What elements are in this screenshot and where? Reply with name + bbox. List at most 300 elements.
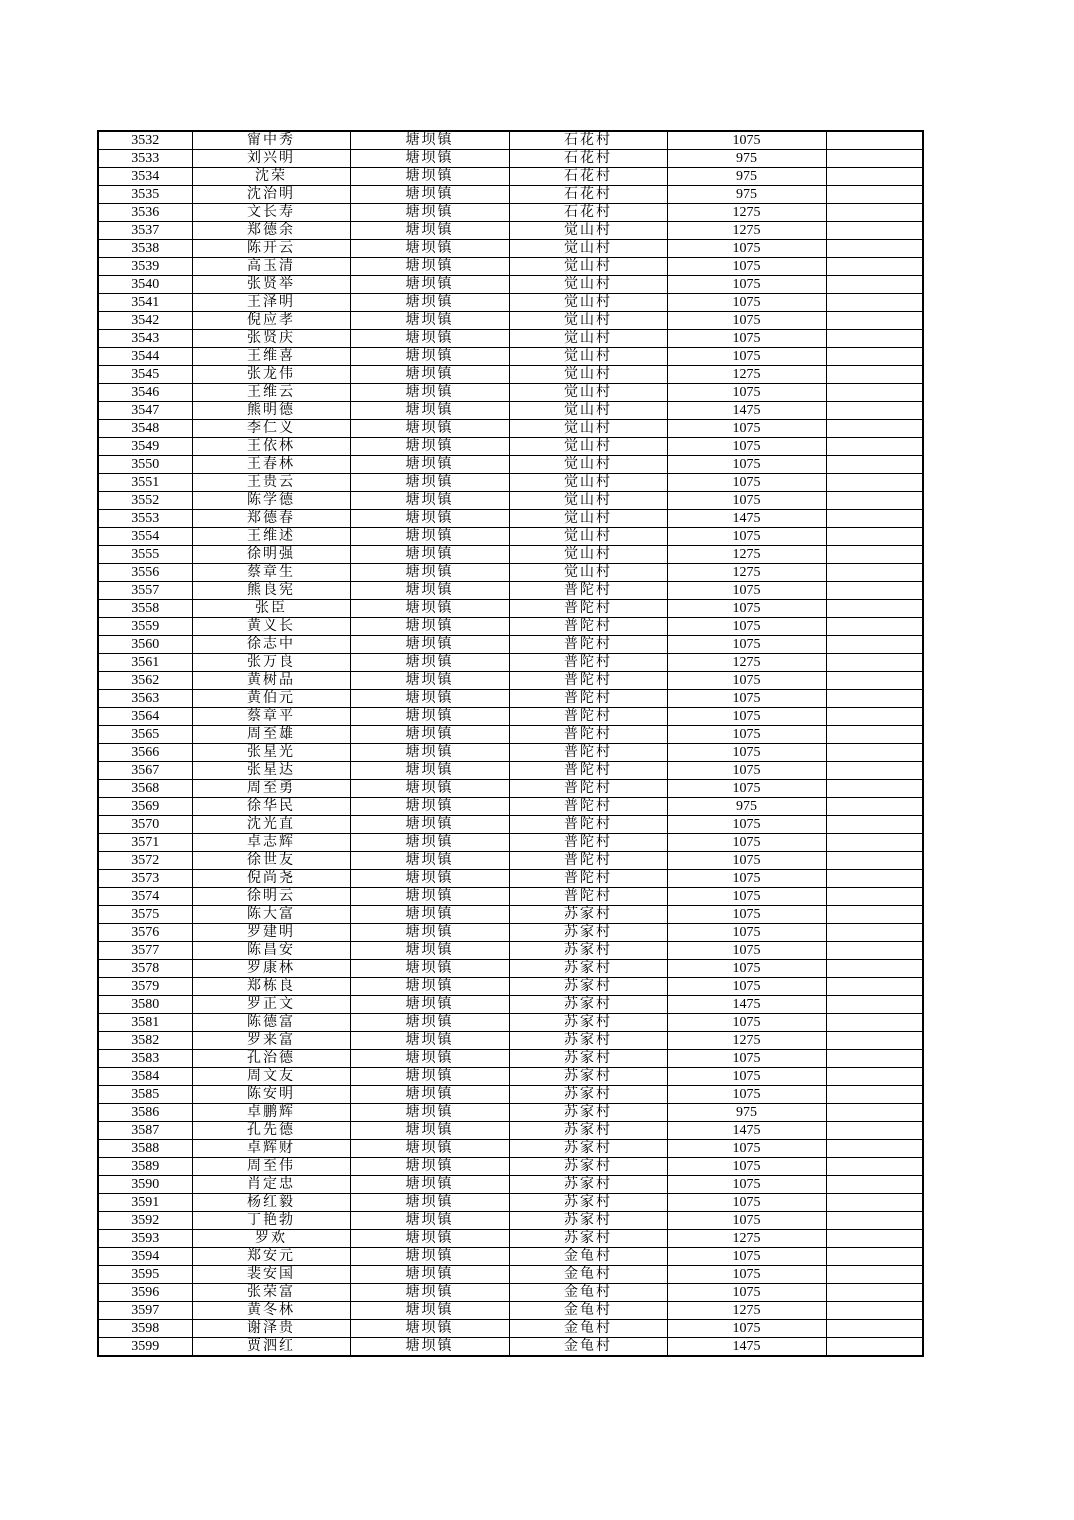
- row-number-cell: 3593: [98, 1230, 192, 1248]
- amount-cell: 975: [667, 186, 826, 204]
- row-number-cell: 3537: [98, 222, 192, 240]
- village-cell: 觉山村: [509, 402, 667, 420]
- town-cell: 塘坝镇: [350, 564, 509, 582]
- remark-cell: [826, 186, 923, 204]
- amount-cell: 1075: [667, 906, 826, 924]
- remark-cell: [826, 276, 923, 294]
- town-cell: 塘坝镇: [350, 348, 509, 366]
- table-row: [98, 654, 923, 672]
- name-cell: 蔡章平: [192, 708, 350, 726]
- row-number-cell: 3564: [98, 708, 192, 726]
- row-number-cell: 3594: [98, 1248, 192, 1266]
- table-row: [98, 492, 923, 510]
- remark-cell: [826, 690, 923, 708]
- town-cell: 塘坝镇: [350, 1266, 509, 1284]
- table-row: [98, 1140, 923, 1158]
- name-cell: 张星达: [192, 762, 350, 780]
- town-cell: 塘坝镇: [350, 438, 509, 456]
- amount-cell: 1475: [667, 1122, 826, 1140]
- row-number-cell: 3548: [98, 420, 192, 438]
- name-cell: 周至雄: [192, 726, 350, 744]
- remark-cell: [826, 1284, 923, 1302]
- remark-cell: [826, 996, 923, 1014]
- table-row: [98, 420, 923, 438]
- amount-cell: 1075: [667, 438, 826, 456]
- remark-cell: [826, 150, 923, 168]
- remark-cell: [826, 1050, 923, 1068]
- amount-cell: 1075: [667, 942, 826, 960]
- name-cell: 孔先德: [192, 1122, 350, 1140]
- village-cell: 觉山村: [509, 384, 667, 402]
- village-cell: 石花村: [509, 204, 667, 222]
- remark-cell: [826, 168, 923, 186]
- amount-cell: 1075: [667, 276, 826, 294]
- town-cell: 塘坝镇: [350, 366, 509, 384]
- village-cell: 金龟村: [509, 1338, 667, 1357]
- amount-cell: 1075: [667, 1284, 826, 1302]
- name-cell: 谢泽贵: [192, 1320, 350, 1338]
- table-row: [98, 1194, 923, 1212]
- row-number-cell: 3561: [98, 654, 192, 672]
- table-row: [98, 672, 923, 690]
- remark-cell: [826, 294, 923, 312]
- remark-cell: [826, 816, 923, 834]
- amount-cell: 1075: [667, 888, 826, 906]
- town-cell: 塘坝镇: [350, 816, 509, 834]
- amount-cell: 1475: [667, 996, 826, 1014]
- amount-cell: 1275: [667, 654, 826, 672]
- name-cell: 沈治明: [192, 186, 350, 204]
- amount-cell: 1075: [667, 1158, 826, 1176]
- village-cell: 石花村: [509, 131, 667, 150]
- town-cell: 塘坝镇: [350, 1284, 509, 1302]
- village-cell: 苏家村: [509, 996, 667, 1014]
- amount-cell: 1075: [667, 762, 826, 780]
- remark-cell: [826, 1032, 923, 1050]
- amount-cell: 1075: [667, 726, 826, 744]
- name-cell: 郑德春: [192, 510, 350, 528]
- village-cell: 觉山村: [509, 330, 667, 348]
- village-cell: 觉山村: [509, 258, 667, 276]
- table-row: [98, 258, 923, 276]
- remark-cell: [826, 672, 923, 690]
- table-row: [98, 546, 923, 564]
- name-cell: 杨红毅: [192, 1194, 350, 1212]
- row-number-cell: 3554: [98, 528, 192, 546]
- row-number-cell: 3535: [98, 186, 192, 204]
- amount-cell: 1075: [667, 780, 826, 798]
- village-cell: 金龟村: [509, 1284, 667, 1302]
- remark-cell: [826, 384, 923, 402]
- remark-cell: [826, 1302, 923, 1320]
- village-cell: 苏家村: [509, 1212, 667, 1230]
- amount-cell: 1075: [667, 1212, 826, 1230]
- town-cell: 塘坝镇: [350, 1212, 509, 1230]
- remark-cell: [826, 1086, 923, 1104]
- village-cell: 苏家村: [509, 942, 667, 960]
- amount-cell: 975: [667, 1104, 826, 1122]
- village-cell: 普陀村: [509, 654, 667, 672]
- name-cell: 周至伟: [192, 1158, 350, 1176]
- remark-cell: [826, 780, 923, 798]
- amount-cell: 1075: [667, 582, 826, 600]
- row-number-cell: 3549: [98, 438, 192, 456]
- table-row: [98, 330, 923, 348]
- row-number-cell: 3558: [98, 600, 192, 618]
- table-row: [98, 438, 923, 456]
- name-cell: 王依林: [192, 438, 350, 456]
- remark-cell: [826, 618, 923, 636]
- village-cell: 觉山村: [509, 564, 667, 582]
- table-row: [98, 186, 923, 204]
- table-row: [98, 1068, 923, 1086]
- town-cell: 塘坝镇: [350, 1140, 509, 1158]
- village-cell: 石花村: [509, 150, 667, 168]
- remark-cell: [826, 1122, 923, 1140]
- row-number-cell: 3585: [98, 1086, 192, 1104]
- name-cell: 黄伯元: [192, 690, 350, 708]
- town-cell: 塘坝镇: [350, 222, 509, 240]
- village-cell: 普陀村: [509, 816, 667, 834]
- remark-cell: [826, 1248, 923, 1266]
- village-cell: 觉山村: [509, 546, 667, 564]
- remark-cell: [826, 474, 923, 492]
- town-cell: 塘坝镇: [350, 204, 509, 222]
- village-cell: 苏家村: [509, 1032, 667, 1050]
- table-row: [98, 852, 923, 870]
- village-cell: 苏家村: [509, 978, 667, 996]
- remark-cell: [826, 312, 923, 330]
- name-cell: 王春林: [192, 456, 350, 474]
- remark-cell: [826, 654, 923, 672]
- amount-cell: 1275: [667, 204, 826, 222]
- row-number-cell: 3597: [98, 1302, 192, 1320]
- town-cell: 塘坝镇: [350, 708, 509, 726]
- row-number-cell: 3589: [98, 1158, 192, 1176]
- amount-cell: 1075: [667, 636, 826, 654]
- remark-cell: [826, 636, 923, 654]
- row-number-cell: 3598: [98, 1320, 192, 1338]
- amount-cell: 1075: [667, 384, 826, 402]
- name-cell: 贾泗红: [192, 1338, 350, 1357]
- table-row: [98, 636, 923, 654]
- remark-cell: [826, 348, 923, 366]
- village-cell: 觉山村: [509, 492, 667, 510]
- village-cell: 普陀村: [509, 888, 667, 906]
- amount-cell: 1075: [667, 1086, 826, 1104]
- row-number-cell: 3553: [98, 510, 192, 528]
- town-cell: 塘坝镇: [350, 186, 509, 204]
- remark-cell: [826, 492, 923, 510]
- town-cell: 塘坝镇: [350, 744, 509, 762]
- row-number-cell: 3587: [98, 1122, 192, 1140]
- name-cell: 周文友: [192, 1068, 350, 1086]
- data-table: [97, 130, 924, 1357]
- table-row: [98, 402, 923, 420]
- village-cell: 觉山村: [509, 528, 667, 546]
- village-cell: 普陀村: [509, 618, 667, 636]
- village-cell: 苏家村: [509, 906, 667, 924]
- row-number-cell: 3541: [98, 294, 192, 312]
- town-cell: 塘坝镇: [350, 1176, 509, 1194]
- name-cell: 王维喜: [192, 348, 350, 366]
- village-cell: 觉山村: [509, 438, 667, 456]
- table-row: [98, 276, 923, 294]
- row-number-cell: 3559: [98, 618, 192, 636]
- name-cell: 张荣富: [192, 1284, 350, 1302]
- name-cell: 张万良: [192, 654, 350, 672]
- village-cell: 普陀村: [509, 672, 667, 690]
- remark-cell: [826, 744, 923, 762]
- name-cell: 丁艳勃: [192, 1212, 350, 1230]
- row-number-cell: 3565: [98, 726, 192, 744]
- row-number-cell: 3532: [98, 131, 192, 150]
- amount-cell: 1075: [667, 258, 826, 276]
- amount-cell: 1075: [667, 672, 826, 690]
- table-row: [98, 942, 923, 960]
- table-row: [98, 1032, 923, 1050]
- row-number-cell: 3569: [98, 798, 192, 816]
- amount-cell: 1075: [667, 456, 826, 474]
- remark-cell: [826, 582, 923, 600]
- town-cell: 塘坝镇: [350, 131, 509, 150]
- village-cell: 觉山村: [509, 474, 667, 492]
- table-row: [98, 888, 923, 906]
- table-body: [98, 131, 923, 1356]
- amount-cell: 1075: [667, 1068, 826, 1086]
- amount-cell: 1075: [667, 528, 826, 546]
- amount-cell: 1475: [667, 1338, 826, 1357]
- village-cell: 普陀村: [509, 726, 667, 744]
- village-cell: 苏家村: [509, 960, 667, 978]
- remark-cell: [826, 222, 923, 240]
- remark-cell: [826, 924, 923, 942]
- name-cell: 黄冬林: [192, 1302, 350, 1320]
- amount-cell: 1075: [667, 131, 826, 150]
- town-cell: 塘坝镇: [350, 834, 509, 852]
- remark-cell: [826, 798, 923, 816]
- name-cell: 陈大富: [192, 906, 350, 924]
- town-cell: 塘坝镇: [350, 960, 509, 978]
- amount-cell: 1075: [667, 690, 826, 708]
- amount-cell: 1075: [667, 978, 826, 996]
- village-cell: 觉山村: [509, 240, 667, 258]
- amount-cell: 1075: [667, 600, 826, 618]
- amount-cell: 1075: [667, 492, 826, 510]
- row-number-cell: 3590: [98, 1176, 192, 1194]
- town-cell: 塘坝镇: [350, 456, 509, 474]
- remark-cell: [826, 456, 923, 474]
- remark-cell: [826, 942, 923, 960]
- name-cell: 陈昌安: [192, 942, 350, 960]
- remark-cell: [826, 1230, 923, 1248]
- remark-cell: [826, 834, 923, 852]
- town-cell: 塘坝镇: [350, 780, 509, 798]
- name-cell: 周至勇: [192, 780, 350, 798]
- table-row: [98, 780, 923, 798]
- name-cell: 陈学德: [192, 492, 350, 510]
- table-row: [98, 798, 923, 816]
- row-number-cell: 3578: [98, 960, 192, 978]
- name-cell: 徐世友: [192, 852, 350, 870]
- table-row: [98, 1014, 923, 1032]
- remark-cell: [826, 510, 923, 528]
- town-cell: 塘坝镇: [350, 1338, 509, 1357]
- village-cell: 普陀村: [509, 762, 667, 780]
- row-number-cell: 3557: [98, 582, 192, 600]
- amount-cell: 1075: [667, 474, 826, 492]
- village-cell: 普陀村: [509, 708, 667, 726]
- village-cell: 普陀村: [509, 870, 667, 888]
- name-cell: 陈安明: [192, 1086, 350, 1104]
- village-cell: 普陀村: [509, 582, 667, 600]
- name-cell: 甯中秀: [192, 131, 350, 150]
- name-cell: 沈荣: [192, 168, 350, 186]
- table-row: [98, 582, 923, 600]
- name-cell: 王泽明: [192, 294, 350, 312]
- name-cell: 罗欢: [192, 1230, 350, 1248]
- name-cell: 文长寿: [192, 204, 350, 222]
- town-cell: 塘坝镇: [350, 1032, 509, 1050]
- town-cell: 塘坝镇: [350, 510, 509, 528]
- town-cell: 塘坝镇: [350, 150, 509, 168]
- village-cell: 金龟村: [509, 1302, 667, 1320]
- remark-cell: [826, 870, 923, 888]
- town-cell: 塘坝镇: [350, 618, 509, 636]
- name-cell: 王贵云: [192, 474, 350, 492]
- town-cell: 塘坝镇: [350, 1194, 509, 1212]
- amount-cell: 1475: [667, 510, 826, 528]
- row-number-cell: 3560: [98, 636, 192, 654]
- remark-cell: [826, 131, 923, 150]
- remark-cell: [826, 204, 923, 222]
- village-cell: 苏家村: [509, 1068, 667, 1086]
- village-cell: 金龟村: [509, 1248, 667, 1266]
- row-number-cell: 3580: [98, 996, 192, 1014]
- name-cell: 罗正文: [192, 996, 350, 1014]
- table-row: [98, 1266, 923, 1284]
- table-row: [98, 924, 923, 942]
- remark-cell: [826, 960, 923, 978]
- remark-cell: [826, 600, 923, 618]
- name-cell: 张贤举: [192, 276, 350, 294]
- town-cell: 塘坝镇: [350, 978, 509, 996]
- remark-cell: [826, 1338, 923, 1357]
- row-number-cell: 3592: [98, 1212, 192, 1230]
- amount-cell: 1275: [667, 366, 826, 384]
- row-number-cell: 3544: [98, 348, 192, 366]
- name-cell: 张贤庆: [192, 330, 350, 348]
- village-cell: 普陀村: [509, 690, 667, 708]
- amount-cell: 1075: [667, 1050, 826, 1068]
- row-number-cell: 3567: [98, 762, 192, 780]
- town-cell: 塘坝镇: [350, 924, 509, 942]
- village-cell: 苏家村: [509, 1194, 667, 1212]
- amount-cell: 1075: [667, 1266, 826, 1284]
- name-cell: 徐志中: [192, 636, 350, 654]
- village-cell: 苏家村: [509, 1050, 667, 1068]
- name-cell: 熊良宪: [192, 582, 350, 600]
- name-cell: 罗建明: [192, 924, 350, 942]
- table-row: [98, 1176, 923, 1194]
- town-cell: 塘坝镇: [350, 798, 509, 816]
- town-cell: 塘坝镇: [350, 384, 509, 402]
- amount-cell: 1075: [667, 420, 826, 438]
- remark-cell: [826, 1212, 923, 1230]
- town-cell: 塘坝镇: [350, 1320, 509, 1338]
- remark-cell: [826, 888, 923, 906]
- table-row: [98, 834, 923, 852]
- name-cell: 倪尚尧: [192, 870, 350, 888]
- row-number-cell: 3550: [98, 456, 192, 474]
- table-row: [98, 870, 923, 888]
- row-number-cell: 3562: [98, 672, 192, 690]
- table-row: [98, 906, 923, 924]
- name-cell: 徐明强: [192, 546, 350, 564]
- table-row: [98, 1248, 923, 1266]
- town-cell: 塘坝镇: [350, 1014, 509, 1032]
- amount-cell: 1075: [667, 708, 826, 726]
- row-number-cell: 3534: [98, 168, 192, 186]
- name-cell: 卓志辉: [192, 834, 350, 852]
- village-cell: 觉山村: [509, 420, 667, 438]
- name-cell: 肖定忠: [192, 1176, 350, 1194]
- table-row: [98, 1104, 923, 1122]
- town-cell: 塘坝镇: [350, 1068, 509, 1086]
- village-cell: 觉山村: [509, 366, 667, 384]
- table-row: [98, 564, 923, 582]
- town-cell: 塘坝镇: [350, 942, 509, 960]
- row-number-cell: 3581: [98, 1014, 192, 1032]
- remark-cell: [826, 762, 923, 780]
- name-cell: 刘兴明: [192, 150, 350, 168]
- remark-cell: [826, 906, 923, 924]
- amount-cell: 975: [667, 798, 826, 816]
- name-cell: 卓辉财: [192, 1140, 350, 1158]
- name-cell: 倪应孝: [192, 312, 350, 330]
- table-row: [98, 978, 923, 996]
- amount-cell: 1075: [667, 240, 826, 258]
- town-cell: 塘坝镇: [350, 654, 509, 672]
- town-cell: 塘坝镇: [350, 1104, 509, 1122]
- row-number-cell: 3552: [98, 492, 192, 510]
- row-number-cell: 3588: [98, 1140, 192, 1158]
- amount-cell: 1275: [667, 1230, 826, 1248]
- row-number-cell: 3551: [98, 474, 192, 492]
- remark-cell: [826, 438, 923, 456]
- remark-cell: [826, 1158, 923, 1176]
- table-row: [98, 1338, 923, 1357]
- remark-cell: [826, 258, 923, 276]
- name-cell: 罗来富: [192, 1032, 350, 1050]
- town-cell: 塘坝镇: [350, 726, 509, 744]
- row-number-cell: 3542: [98, 312, 192, 330]
- name-cell: 郑德余: [192, 222, 350, 240]
- amount-cell: 1075: [667, 870, 826, 888]
- row-number-cell: 3576: [98, 924, 192, 942]
- table-row: [98, 816, 923, 834]
- village-cell: 普陀村: [509, 600, 667, 618]
- table-row: [98, 240, 923, 258]
- village-cell: 普陀村: [509, 636, 667, 654]
- amount-cell: 1075: [667, 834, 826, 852]
- table-row: [98, 1284, 923, 1302]
- village-cell: 觉山村: [509, 510, 667, 528]
- amount-cell: 1075: [667, 294, 826, 312]
- table-row: [98, 1320, 923, 1338]
- row-number-cell: 3556: [98, 564, 192, 582]
- name-cell: 郑栋良: [192, 978, 350, 996]
